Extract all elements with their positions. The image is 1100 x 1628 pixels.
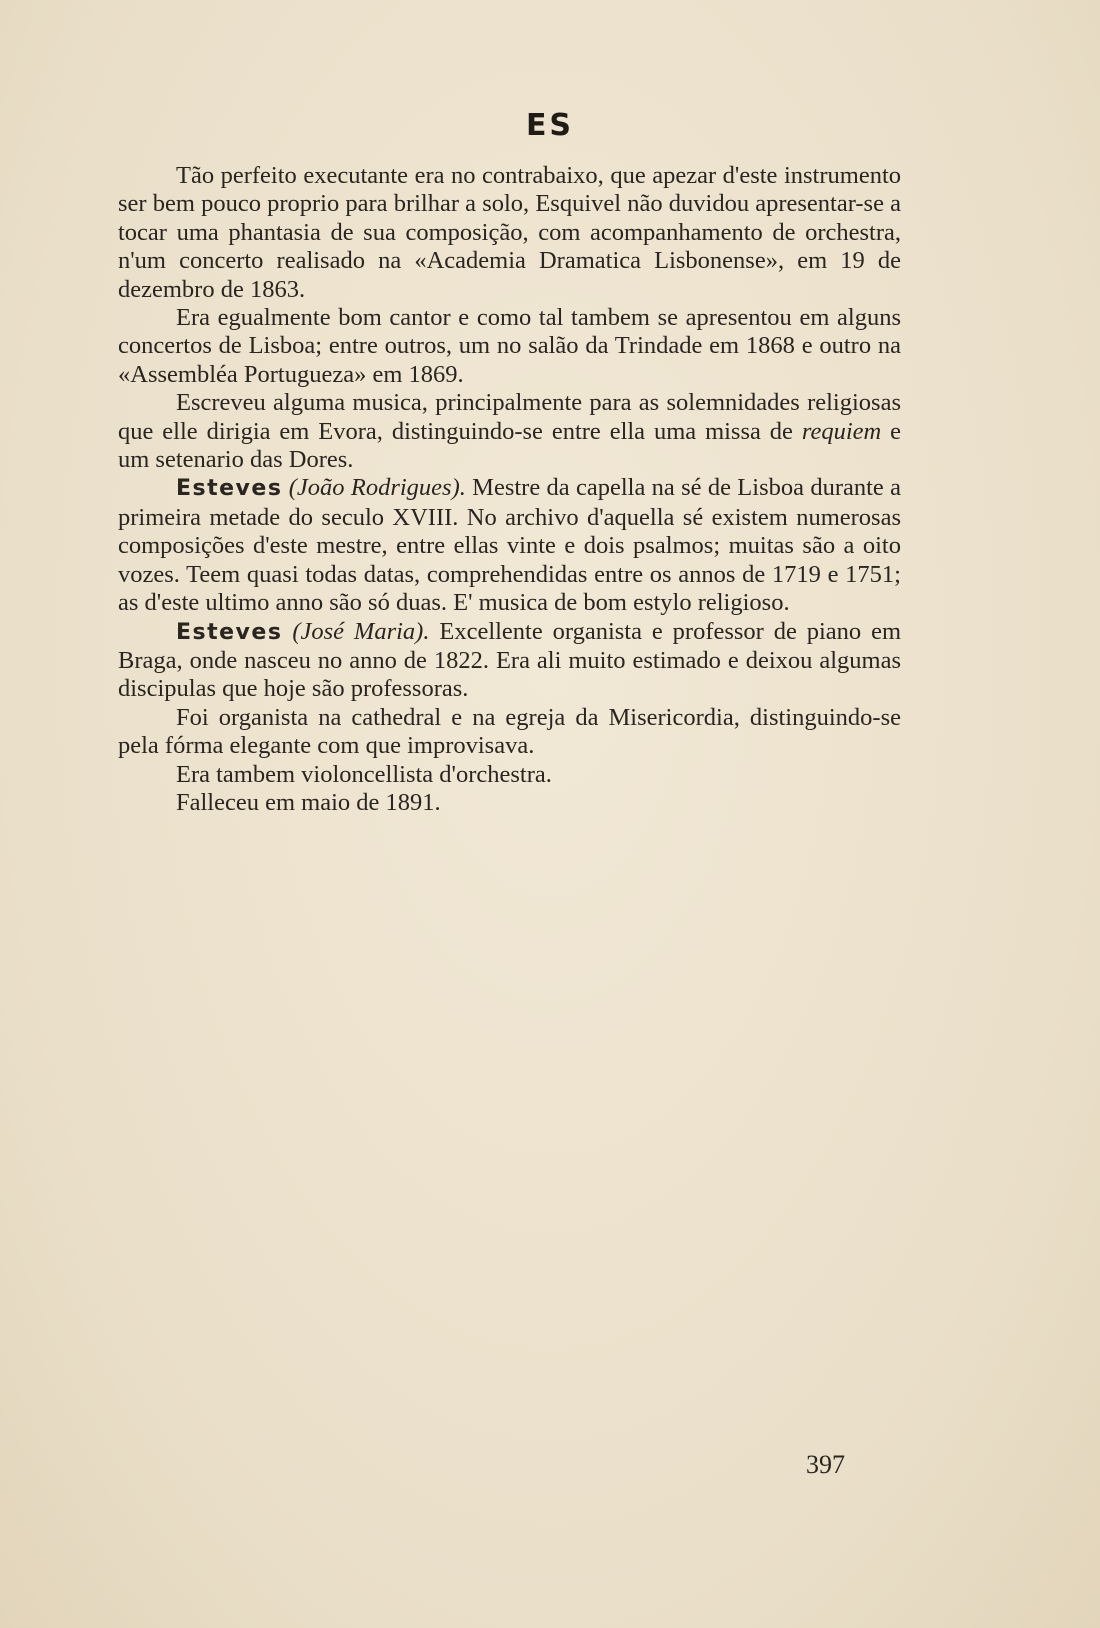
entry-text: Excellente organista e professor de piano em Braga, onde nasceu no anno de 1822. Era ali muito estimado e deixou algumas discipulas que hoje são professoras.: [118, 617, 902, 703]
entry-name: (José Maria).: [292, 617, 430, 645]
entry-headword: Esteves: [176, 476, 283, 502]
running-header: ES: [525, 108, 575, 143]
paragraph-violoncellista: Era tambem violoncellista d'orchestra.: [176, 760, 552, 788]
entry-esteves-joao: [118, 474, 901, 617]
paragraph-esquivel-musica: [118, 389, 901, 474]
paragraph-falleceu: Falleceu em maio de 1891.: [176, 788, 441, 816]
entry-text: Mestre da capella na sé de Lisboa durante a primeira metade do seculo XVIII. No archivo d'aquella sé existem numerosas composições d'este mestre, entre ellas vinte e dois psalmos; muitas são a oito vozes. Teem quasi todas datas, comprehendidas entre os annos de 1719 e 1751; as d'este ultimo anno são só duas. E' musica de bom estylo religioso.: [118, 474, 901, 617]
paragraph-esquivel-contrabaixo: Tão perfeito executante era no contrabaixo, que apezar d'este instrumento ser bem pouco proprio para brilhar a solo, Esquivel não duvidou apresentar-se a tocar uma phantasia de sua composição, com acompanhamento de orchestra, n'um concerto realisado na «Academia Dramatica Lisbonense», em 19 de dezembro de 1863.: [118, 162, 901, 303]
body-text: [118, 162, 901, 817]
entry-name: (João Rodrigues).: [288, 474, 466, 502]
paragraph-text: Escreveu alguma musica, principalmente para as solemnidades religiosas que elle dirigia em Evora, distinguindo-se entre ella uma missa de: [118, 389, 901, 445]
paragraph-text: e um setenario das Dores.: [118, 417, 902, 474]
entry-headword: Esteves: [176, 619, 283, 645]
entry-esteves-jose: [118, 618, 901, 704]
paragraph-esquivel-cantor: Era egualmente bom cantor e como tal tambem se apresentou em alguns concertos de Lisboa; entre outros, um no salão da Trindade em 1868 e outro na «Assembléa Portugueza» em 1869.: [118, 304, 901, 388]
italic-term: requiem: [801, 417, 882, 445]
paragraph-organista: Foi organista na cathedral e na egreja da Misericordia, distinguindo-se pela fórma elegante com que improvisava.: [118, 703, 901, 760]
page-number: 397: [806, 1450, 845, 1479]
